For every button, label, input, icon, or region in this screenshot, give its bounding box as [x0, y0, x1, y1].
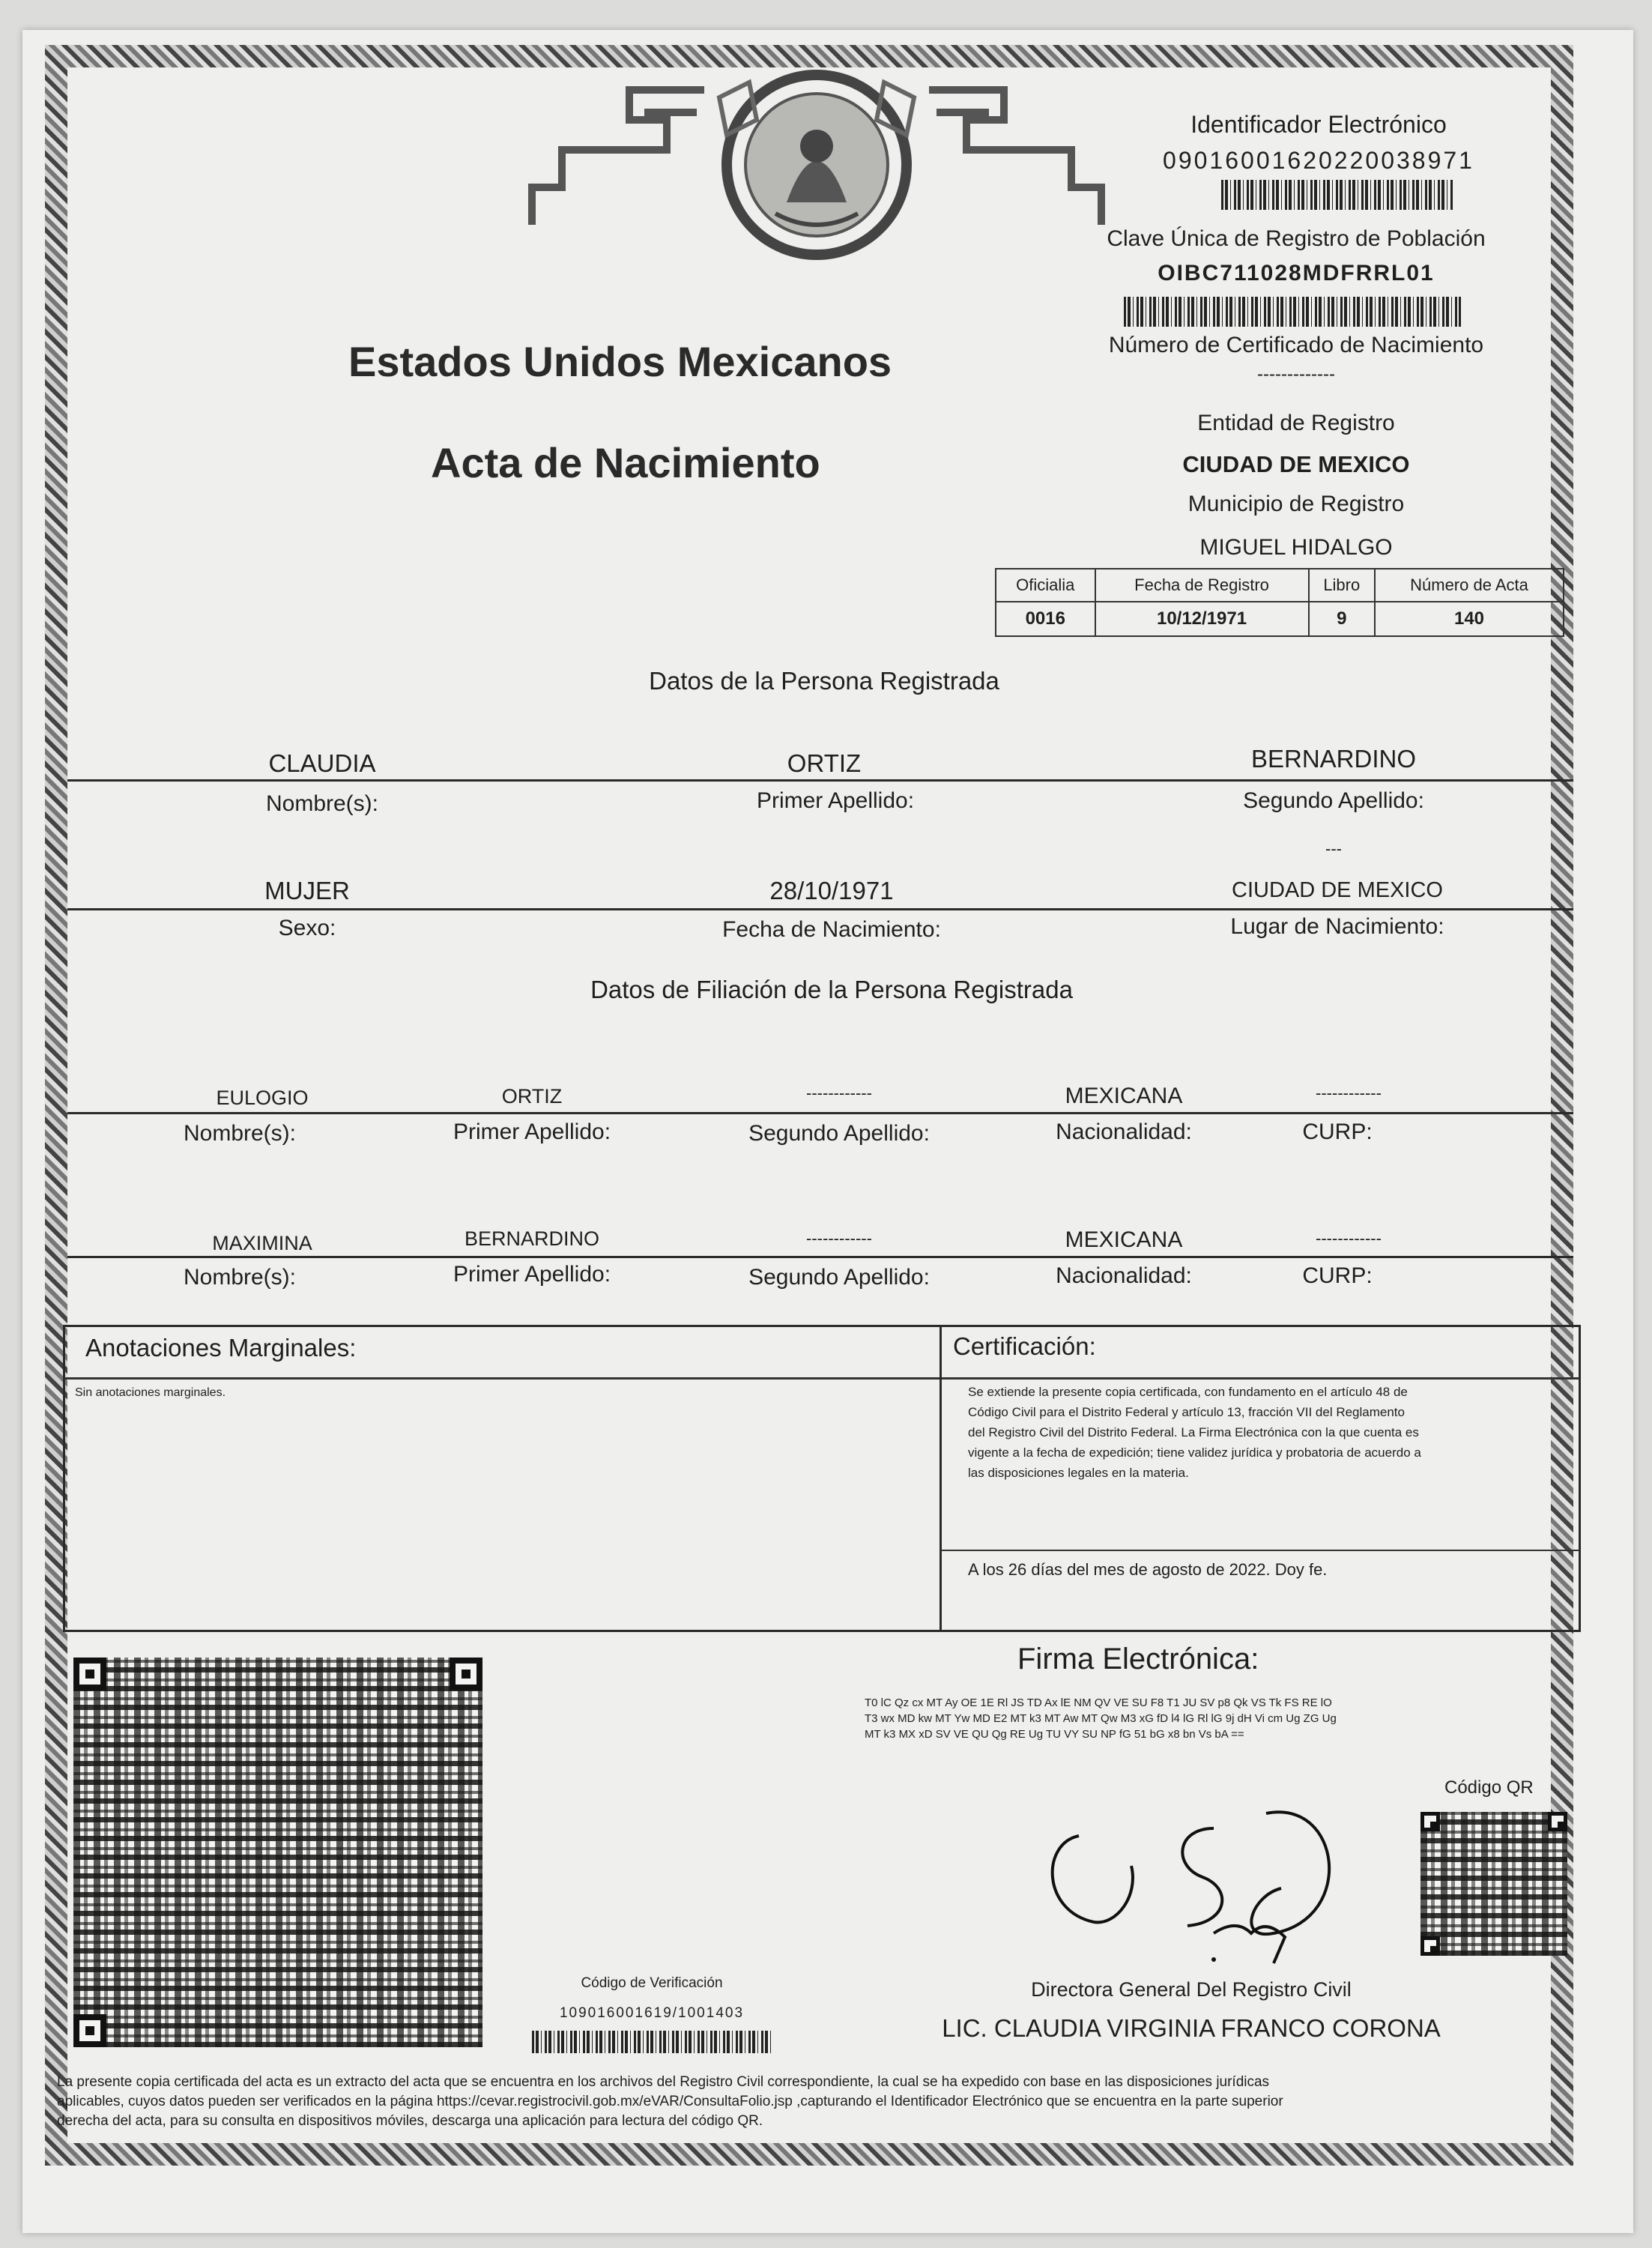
- curp-label: Clave Única de Registro de Población: [1107, 226, 1486, 251]
- country-title: Estados Unidos Mexicanos: [348, 338, 892, 385]
- parent2-second-surname: ------------: [806, 1229, 872, 1248]
- person-second-surname-label: Segundo Apellido:: [1243, 788, 1424, 813]
- birth-certificate-number-value: -------------: [1257, 364, 1335, 384]
- person-first-name: CLAUDIA: [268, 749, 376, 777]
- signer-role: Directora General Del Registro Civil: [1031, 1978, 1352, 2001]
- divider: [67, 779, 1573, 782]
- annotations-text: Sin anotaciones marginales.: [75, 1386, 226, 1399]
- document-title: Acta de Nacimiento: [431, 439, 820, 486]
- verification-barcode: [532, 2031, 772, 2053]
- divider: [67, 1112, 1573, 1114]
- signature-qr-code: [1420, 1812, 1567, 1956]
- annotations-title: Anotaciones Marginales:: [85, 1334, 357, 1362]
- registry-header-oficialia: Oficialia: [996, 569, 1095, 602]
- footer-line: derecha del acta, para su consulta en dispositivos móviles, descarga una aplicación para lectura del código QR.: [57, 2113, 763, 2129]
- dash-placeholder: ---: [1325, 839, 1342, 858]
- certification-date-line: A los 26 días del mes de agosto de 2022. Doy fe.: [968, 1560, 1328, 1579]
- divider: [64, 1377, 1579, 1380]
- person-birth-date-label: Fecha de Nacimiento:: [722, 917, 941, 942]
- birth-certificate-number-label: Número de Certificado de Nacimiento: [1108, 333, 1484, 357]
- person-birth-place: CIUDAD DE MEXICO: [1232, 878, 1443, 902]
- parent2-first-surname: BERNARDINO: [464, 1227, 600, 1250]
- divider: [67, 1256, 1573, 1258]
- electronic-signature-title: Firma Electrónica:: [1017, 1643, 1259, 1676]
- handwritten-signature-icon: [1026, 1783, 1356, 1971]
- curp-value: OIBC711028MDFRRL01: [1158, 261, 1435, 285]
- footer-line: aplicables, cuyos datos pueden ser verificados en la página https://cevar.registrocivil.gob.mx/eVAR/ConsultaFolio.jsp ,capturando el Identificador Electrónico que se encuentra en la parte superior: [57, 2094, 1283, 2109]
- right-ornament-icon: [922, 67, 1116, 232]
- person-first-surname: ORTIZ: [787, 749, 862, 777]
- registry-entity-label: Entidad de Registro: [1197, 411, 1395, 435]
- certification-line: Se extiende la presente copia certificada, con fundamento en el artículo 48 de: [968, 1385, 1408, 1399]
- registry-fecha: 10/12/1971: [1095, 602, 1309, 636]
- national-seal-icon: [704, 52, 929, 277]
- verification-qr-code: [73, 1658, 482, 2047]
- qr-finder: [73, 2014, 106, 2047]
- registry-municipality-value: MIGUEL HIDALGO: [1199, 535, 1393, 560]
- registry-municipality-label: Municipio de Registro: [1187, 492, 1405, 516]
- certification-line: vigente a la fecha de expedición; tiene validez jurídica y probatoria de acuerdo a: [968, 1445, 1421, 1460]
- person-first-name-label: Nombre(s):: [265, 791, 378, 816]
- id-barcode: [1221, 180, 1453, 210]
- electronic-id-value: 09016001620220038971: [1163, 147, 1474, 174]
- registry-header-libro: Libro: [1309, 569, 1375, 602]
- qr-finder: [1420, 1936, 1440, 1956]
- person-second-surname: BERNARDINO: [1250, 745, 1417, 773]
- parent2-first-name: MAXIMINA: [212, 1232, 312, 1254]
- electronic-id-label: Identificador Electrónico: [1190, 111, 1447, 138]
- registry-header-fecha: Fecha de Registro: [1095, 569, 1309, 602]
- registry-libro: 9: [1309, 602, 1375, 636]
- parent1-first-name-label: Nombre(s):: [183, 1121, 296, 1146]
- qr-finder: [73, 1658, 106, 1690]
- qr-finder: [1420, 1812, 1440, 1831]
- registry-header-acta: Número de Acta: [1375, 569, 1564, 602]
- qr-finder: [1548, 1812, 1567, 1831]
- parent1-curp: ------------: [1316, 1084, 1382, 1102]
- signature-line: T3 wx MD kw MT Yw MD E2 MT k3 MT Aw MT Qw M3 xG fD l4 lG Rl lG 9j dH Vi cm Ug ZG Ug: [865, 1712, 1337, 1725]
- qr-finder: [450, 1658, 482, 1690]
- parent1-nationality-label: Nacionalidad:: [1056, 1120, 1192, 1144]
- person-birth-date: 28/10/1971: [769, 877, 894, 904]
- parent2-nationality: MEXICANA: [1065, 1227, 1183, 1252]
- registry-entity-value: CIUDAD DE MEXICO: [1182, 451, 1410, 477]
- parent2-first-name-label: Nombre(s):: [183, 1265, 296, 1290]
- parent2-nationality-label: Nacionalidad:: [1056, 1263, 1192, 1288]
- certification-text: [968, 1382, 1421, 1483]
- qr-code-label: Código QR: [1444, 1777, 1534, 1798]
- filiation-section-title: Datos de Filiación de la Persona Registrada: [590, 976, 1073, 1003]
- registry-table: [995, 568, 1564, 637]
- person-birth-place-label: Lugar de Nacimiento:: [1230, 914, 1444, 939]
- divider: [941, 1550, 1579, 1551]
- column-divider: [940, 1325, 942, 1632]
- registry-oficialia: 0016: [996, 602, 1095, 636]
- parent2-second-surname-label: Segundo Apellido:: [748, 1265, 930, 1290]
- footer-line: La presente copia certificada del acta es un extracto del acta que se encuentra en los archivos del Registro Civil correspondiente, la cual se ha expedido con base en las disposiciones jurídicas: [57, 2074, 1270, 2090]
- person-sex-label: Sexo:: [278, 916, 336, 940]
- verification-code-label: Código de Verificación: [581, 1975, 723, 1991]
- parent1-first-name: EULOGIO: [216, 1087, 309, 1109]
- footer-legal-text: [57, 2073, 1283, 2131]
- verification-code-value: 109016001619/1001403: [559, 2005, 745, 2021]
- certification-title: Certificación:: [953, 1332, 1096, 1360]
- electronic-signature-string: [865, 1695, 1337, 1742]
- parent2-curp: ------------: [1316, 1229, 1382, 1248]
- signature-line: T0 lC Qz cx MT Ay OE 1E Rl JS TD Ax lE NM QV VE SU F8 T1 JU SV p8 Qk VS Tk FS RE lO: [865, 1696, 1332, 1709]
- parent1-nationality: MEXICANA: [1065, 1084, 1183, 1108]
- certification-line: del Registro Civil del Distrito Federal. La Firma Electrónica con la que cuenta es: [968, 1425, 1419, 1439]
- parent1-second-surname: ------------: [806, 1084, 872, 1102]
- parent2-curp-label: CURP:: [1302, 1263, 1373, 1288]
- curp-barcode: [1124, 297, 1461, 327]
- signer-name: LIC. CLAUDIA VIRGINIA FRANCO CORONA: [942, 2014, 1441, 2042]
- divider: [67, 908, 1573, 910]
- certification-line: las disposiciones legales en la materia.: [968, 1466, 1189, 1480]
- certification-line: Código Civil para el Distrito Federal y artículo 13, fracción VII del Reglamento: [968, 1405, 1405, 1419]
- registry-acta: 140: [1375, 602, 1564, 636]
- parent1-second-surname-label: Segundo Apellido:: [748, 1121, 930, 1146]
- parent2-first-surname-label: Primer Apellido:: [453, 1262, 611, 1287]
- signature-line: MT k3 MX xD SV VE QU Qg RE Ug TU VY SU NP fG 51 bG x8 bn Vs bA ==: [865, 1728, 1244, 1741]
- parent1-first-surname: ORTIZ: [501, 1085, 563, 1108]
- left-ornament-icon: [517, 67, 712, 232]
- parent1-curp-label: CURP:: [1302, 1120, 1373, 1144]
- parent1-first-surname-label: Primer Apellido:: [453, 1120, 611, 1144]
- person-first-surname-label: Primer Apellido:: [756, 788, 915, 813]
- person-section-title: Datos de la Persona Registrada: [649, 667, 999, 695]
- person-sex: MUJER: [264, 877, 350, 904]
